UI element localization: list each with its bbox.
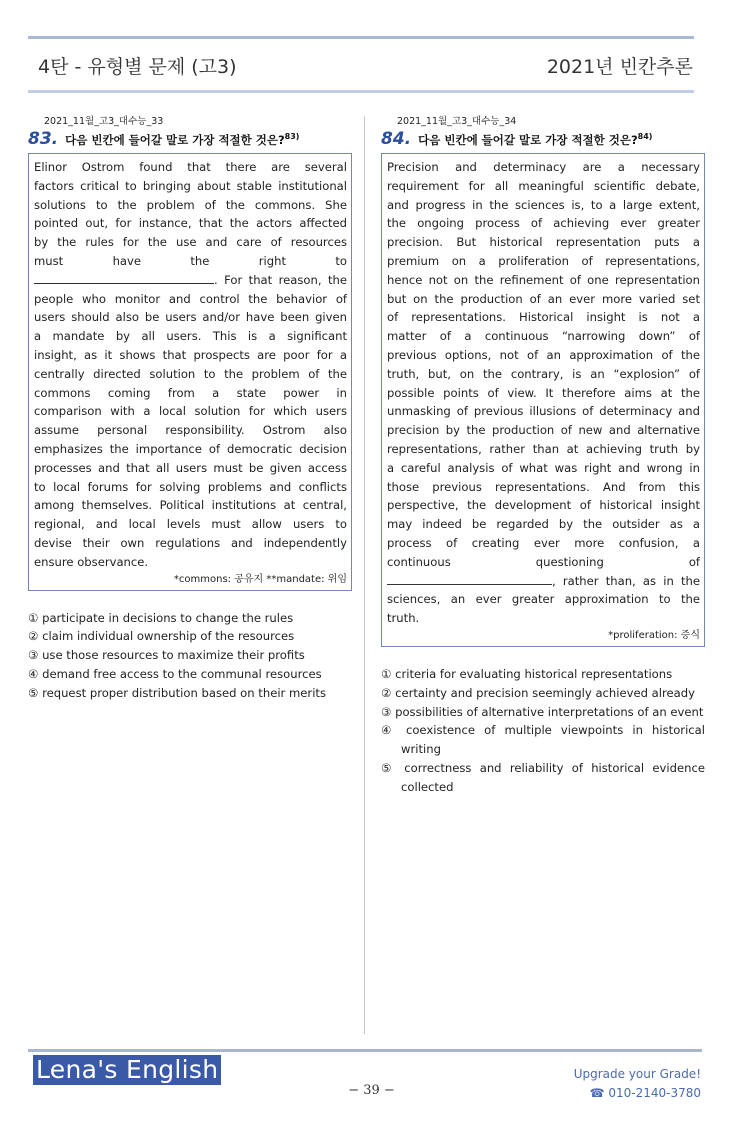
passage-line: previous options, not of an approximation of the [387,347,700,362]
column-divider [364,116,365,1034]
passage-line: those previous representations. And from this [387,479,700,494]
header-chapter-title: 2021년 빈칸추론 [546,56,693,78]
question-heading [381,129,705,149]
passage-line: pointed out, for instance, that the actors affected [34,216,347,231]
passage-line: truth. [387,611,420,626]
passage-line: by the rules for the use and care of resources [34,235,347,250]
passage-line: perspective, the development of historical insight [387,498,700,513]
passage-line: process of creating ever more confusion, a [387,535,700,550]
passage-line: continuous questioning of [387,554,700,569]
answer-choice-1[interactable]: ① criteria for evaluating historical representations [381,666,673,681]
answer-choice-5[interactable]: ⑤ correctness and reliability of historical evidence collected [381,760,705,794]
passage-box [381,153,705,647]
passage-line: processes and that all users must be given access [34,460,347,475]
passage-line: and progress in the sciences is, to a large extent, [387,197,700,212]
answer-choice-1[interactable]: ① participate in decisions to change the rules [28,610,294,625]
passage-line: the ongoing process of achieving ever greater [387,216,700,231]
passage-line: users should also be users and/or have been given [34,310,347,325]
answer-choices [381,665,705,797]
passage-line-with-blank: . For that reason, the [34,271,347,290]
passage-line: emphasizes the importance of democratic decision [34,441,347,456]
passage-line: precision. But historical representation puts a [387,235,700,250]
passage-line-with-blank: , rather than, as in the [387,572,700,591]
footer-slogan: Upgrade your Grade! [573,1067,701,1081]
passage-line: centrally directed solution to the problem of the [34,366,347,381]
footer-rule [28,1049,702,1052]
passage-line: representations, rather than at achieving truth by [387,441,700,456]
answer-blank [34,271,214,284]
header-series-title: 4탄 - 유형별 문제 (고3) [38,56,237,78]
question-prompt: 다음 빈칸에 들어갈 말로 가장 적절한 것은?$^{84)}$ [418,132,653,147]
passage-line: requirement for all meaningful scientific debate, [387,178,700,193]
passage-line: insight, as it shows that prospects are poor for a [34,347,347,362]
passage-line: Elinor Ostrom found that there are several [34,160,347,174]
footnote-mark: 84) [637,132,653,142]
passage-line: may indeed be regarded by the outsider as a [387,517,700,532]
question-source: 2021_11월_고3_대수능_34 [397,116,517,127]
passage-line: must have the right to [34,253,347,268]
answer-choice-5[interactable]: ⑤ request proper distribution based on their merits [28,685,327,700]
passage-line: possible points of view. It therefore aims at the [387,385,700,400]
answer-choices [28,609,352,703]
vocab-note: *commons: 공유지 **mandate: 위임 [173,573,347,585]
passage-line: premium on a proliferation of representations, [387,253,700,268]
passage-line: sciences, an ever greater approximation to the [387,592,700,607]
footer-phone: ☎ 010-2140-3780 [589,1086,701,1100]
question-heading [28,129,352,149]
passage-line: matter of a continuous “narrowing down” of [387,329,700,344]
passage-line: a careful analysis of what was right and wrong in [387,460,700,475]
answer-choice-2[interactable]: ② claim individual ownership of the resources [28,629,295,644]
passage-line: to local forums for solving problems and conflicts [34,479,347,494]
question-84 [381,116,705,797]
answer-choice-4[interactable]: ④ demand free access to the communal resources [28,666,322,681]
answer-choice-4[interactable]: ④ coexistence of multiple viewpoints in historical writing [381,723,705,757]
passage-line: solutions to the problem of the commons. She [34,197,347,212]
passage-box [28,153,352,591]
passage-line: precision by the production of new and alternative [387,423,700,438]
question-number: 84. [381,129,412,149]
question-prompt: 다음 빈칸에 들어갈 말로 가장 적절한 것은?$^{83)}$ [65,132,300,147]
passage-line: of representations. Historical insight is not a [387,310,700,325]
question-83 [28,116,352,703]
passage-line: unmasking of previous illusions of determinacy and [387,404,700,419]
question-number: 83. [28,129,59,149]
answer-choice-2[interactable]: ② certainty and precision seemingly achieved already [381,685,695,700]
header-top-rule [28,36,694,39]
passage-line: comparison with a local solution for which users [34,404,347,419]
answer-blank [387,572,552,585]
passage-line: devise their own regulations and independently [34,535,347,550]
header-bottom-rule [28,90,694,93]
passage-line: regional, and local levels must allow users to [34,517,347,532]
vocab-note: *proliferation: 증식 [608,629,700,641]
passage-line: ensure observance. [34,554,149,569]
passage-line: but on the production of an ever more varied set [387,291,700,306]
passage-line: truth, but, on the contrary, is an “explosion” of [387,366,700,381]
brand-logo: Lena's English [33,1055,221,1085]
answer-choice-3[interactable]: ③ possibilities of alternative interpretations of an event [381,704,704,719]
passage-line: a mandate by all users. This is a significant [34,329,347,344]
answer-choice-3[interactable]: ③ use those resources to maximize their profits [28,648,305,663]
passage-line: commons coming from a state power in [34,385,347,400]
footnote-mark: 83) [284,132,300,142]
passage-line: people who monitor and control the behavior of [34,291,347,306]
page-number: − 39 − [348,1083,395,1098]
passage-line: factors critical to bringing about stable institutional [34,178,347,193]
passage-line: among themselves. Political institutions at central, [34,498,347,513]
passage-line: assume personal responsibility. Ostrom also [34,423,347,438]
passage-line: Precision and determinacy are a necessary [387,160,700,174]
passage-line: hence not on the refinement of one representation [387,272,700,287]
question-source: 2021_11월_고3_대수능_33 [44,116,164,127]
